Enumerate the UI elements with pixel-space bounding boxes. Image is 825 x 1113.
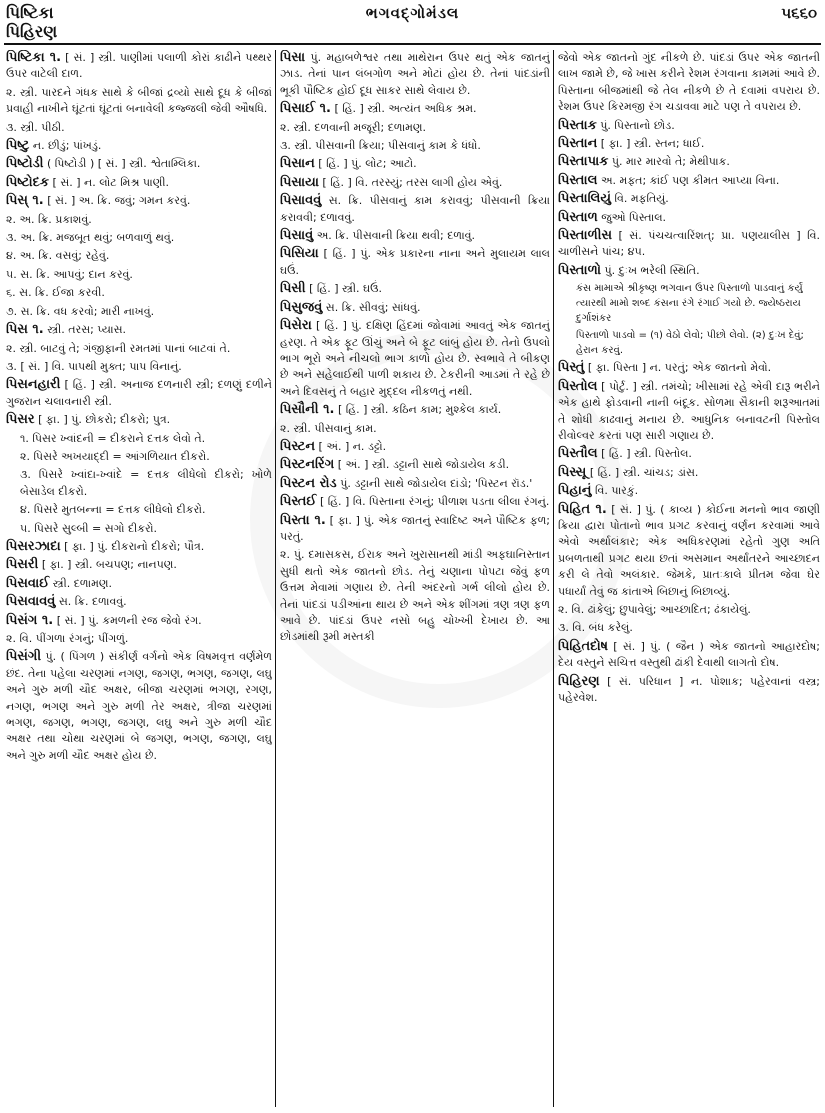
entry-definition: ૫. સ. ક્રિ. આપવું; દાન કરવું. [6,267,133,281]
dictionary-entry [558,191,820,207]
entry-headword: પિસ્તાળીસ [558,228,613,244]
dictionary-entry [6,304,272,320]
dictionary-entry [280,439,550,455]
entry-definition: [ ફા. પિસ્તા ] ન. પરતું; એક જાતનો મેવો. [584,361,772,375]
dictionary-entry [280,246,550,279]
entry-headword: પિસર [6,412,35,428]
entry-headword: પિસ્ ૧. [6,193,44,209]
dictionary-entry [6,156,272,172]
entry-definition: ૩. વિ. બંધ કરેલું. [558,621,633,635]
entry-definition: [ ફા. ] સ્ત્રી. બચપણ; નાનપણ. [38,558,177,572]
entry-definition: [ સં. ] ન. લોટ મિશ્ર પાણી. [49,175,169,189]
entry-definition: ૨. પું. દમાસકસ, ઈરાક અને ખુરાસાનથી માંડી અફઘાનિસ્તાન સુધી થતો એક જાતનો છોડ. તેનું ચણાના પોપટા જેવું ફળ ઉત્તમ મેવામાં ગણાય છે. તેની અંદરનો ગર્ભ લીલો હોય છે. તેનાં પાંદડાં પડીઆંના થાય છે અને એક શીંગમાં ત્રણ ત્રણ ફળ આવે છે. પાંદડાં ઉપર નસો બહુ ચોખ્ખી દેખાય છે. આ છોડમાંથી રૂમી મસ્તકી [280,548,550,644]
dictionary-entry [280,281,550,297]
entry-headword: પિસવાવવું [6,594,56,610]
entry-definition: [ સં. ] અ. ક્રિ. જવું; ગમન કરવું. [43,194,191,208]
entry-definition: ૪. પિસરે મુતબન્ના = દત્તક લીધેલો દીકરો. [20,503,206,517]
entry-definition: [ સં. ] સ્ત્રી. પાણીમાં પલાળી કોરાં કાઢીને પથ્થર ઉપર વાટેલી દાળ. [6,51,272,81]
entry-definition: પું. પિસ્તાનો છોડ. [596,118,675,132]
entry-definition: જુઓ પિસ્તાલ. [597,210,667,224]
entry-headword: પિષ્ટોડી [6,156,44,172]
dictionary-entry [280,101,550,117]
entry-definition: [ હિં. ] પું. દક્ષિણ હિંદમાં જોવામાં આવતું એક જાતનું હરણ. તે એક ફૂટ ઊંચું અને બે ફૂટ લાંબું હોય છે. તેનો ઉપલો ભાગ ભૂરો અને નીચલો ભાગ કાળો હોય છે. સ્વભાવે તે બીકણ છે અને સહેલાઈથી પાળી શકાય છે. ટેકરીની આડમાં તે રહે છે અને દિવસનું તે બહાર મુદ્દલ નીકળતું નથી. [280,319,550,398]
entry-headword: પિસૌની ૧. [280,402,335,418]
entry-definition: [ અં. ] ન. ડટ્ટો. [315,439,387,453]
entry-headword: પિસ્ટનરિંગ [280,457,335,473]
dictionary-entry [6,175,272,191]
left-guide-word-2: પિહિરણ [6,22,58,41]
dictionary-entry [6,412,272,428]
entry-definition: સ્ત્રી. તરસ; પ્યાસ. [43,323,127,337]
column-3 [558,50,820,1109]
entry-definition: [ સં. ] પું. ( કાવ્ય ) કોઈના મનનો ભાવ જાણી ક્રિયા દ્વારા પોતાનો ભાવ પ્રગટ કરવાનું વર્ણન કરવામાં આવે એવો અર્થાલંકાર; એક અધિકરણમાં રહેતો ગુણ અતિ પ્રબળતાથી પ્રગટ થયા છતાં અસમાન અર્થાંતરને આચ્છાદન કરી લે તેવો અલંકાર. જેમકે, પ્રાતઃકાલે પ્રીતમ જેવા ઘેર પધાર્યાં તેવું જ કાંતાએ બિછાનું બિછાવ્યું. [558,502,820,598]
entry-definition: [ હિં. ] વિ. પિસ્તાના રંગનું; પીળાશ પડતા લીલા રંગનું. [316,495,550,509]
entry-definition: ૬. સ. ક્રિ. ઈજા કરવી. [6,286,105,300]
dictionary-entry [558,502,820,600]
dictionary-entry [280,476,550,492]
entry-definition: સ. ક્રિ. પીસવાનું કામ કરાવવું; પીસવાની ક્રિયા કરાવવી; દળાવવું. [280,194,550,224]
entry-definition: સ. ક્રિ. દળાવવું. [55,595,127,609]
entry-definition: [ ફા. ] પું. દીકરાનો દીકરો; પૌત્ર. [60,539,205,553]
entry-definition: ૨. વિ. પીંગળા રંગનું; પીંગળું. [6,632,129,645]
dictionary-entry [558,602,820,618]
entry-definition: [ હિં. ] પું. એક પ્રકારના નાના અને મુલાયમ લાલ ઘઉં. [280,247,550,277]
dictionary-entry [6,359,272,375]
dictionary-entry [558,620,820,636]
entry-definition: પું. ( પિંગળ ) સંકીર્ણ વર્ગનો એક વિષમવૃત્ત વર્ણમેળ છંદ. તેના પહેલા ચરણમાં નગણ, જગણ, ભગણ, જગણ, લઘુ અને ગુરુ મળી ચૌદ અક્ષર, બીજા ચરણમાં ભગણ, રગણ, નગણ, ભગણ અને ગુરુ મળી તેર અક્ષર, ત્રીજા ચરણમાં ભગણ, જગણ, ભગણ, જગણ, લઘુ અને ગુરુ મળી ચૌદ અક્ષર તથા ચોથા ચરણમાં બે જગણ, ભગણ, જગણ, લઘુ અને ગુરુ મળી ચૌદ અક્ષર હોય છે. [6,650,272,762]
dictionary-entry [558,639,820,672]
dictionary-entry [6,267,272,283]
dictionary-entry [6,649,272,764]
entry-definition: ૨. સ્ત્રી. પારદને ગંધક સાથે કે બીજાં દ્રવ્યો સાથે દૂધ કે બીજાં પ્રવાહી નાખીને ઘૂંટતાં ઘૂંટતાં બનાવેલી કજ્જલી જેવી ઔષધિ. [6,85,272,116]
entry-headword: પિસાવું [280,228,314,244]
entry-definition: [ હિં. ] સ્ત્રી. પિસ્તોલ. [597,447,692,461]
dictionary-entry [280,402,550,418]
entry-definition: ૨. પિસરે અખયાદ્દી = આંગળિયાત દીકરો. [20,449,210,463]
entry-headword: પિસ્તૌલ [558,446,598,462]
entry-definition: [ હિં. ] વિ. તરસ્યું; તરસ લાગી હોય એવું. [318,175,503,189]
entry-definition: અ. ક્રિ. પીસવાની ક્રિયા થવી; દળાવું. [313,229,475,243]
entry-headword: પિસંગી [6,649,42,665]
dictionary-entry [6,594,272,610]
entry-headword: પિસ્ટન રોડ [280,475,337,491]
dictionary-entry [280,156,550,172]
entry-headword: પિસ્તઈ [280,494,317,510]
dictionary-entry [558,173,820,189]
entry-headword: પિસુજવું [280,299,323,315]
dictionary-entry [280,457,550,473]
dictionary-entry [6,502,272,518]
dictionary-entry [6,576,272,592]
entry-headword: પિષ્ટોદક [6,174,50,190]
entry-headword: પિહિતદોષ [558,638,608,654]
entry-headword: પિસ્તા ૧. [280,512,326,528]
entry-definition: [ સં. ] પું. ( જૈન ) એક જાતનો આહારદોષ; દેય વસ્તુને સચિત્ત વસ્તુથી ઢાંકી દેવાથી લાગતો દોષ. [558,639,820,670]
entry-definition: અ. મફત; કાંઈ પણ કીમત આપ્યા વિના. [597,173,780,187]
entry-definition: ૨. અ. ક્રિ. પ્રકાશવું. [6,212,92,226]
dictionary-entry [558,483,820,499]
entry-definition: પું. દુઃખ ભરેલી સ્થિતિ. [601,263,700,277]
dictionary-entry [6,539,272,555]
entry-definition: પિસ્તાળો પાડવો = (૧) વેઠો લેવો; પીછો લેવો. (૨) દુઃખ દેવું; હેરાન કરવું. [576,330,804,357]
entry-headword: પિસ્તાપાક [558,154,609,170]
dictionary-entry [558,328,820,358]
dictionary-entry [280,120,550,136]
entry-headword: પિસ્તોલ [558,378,598,394]
dictionary-entry [6,285,272,301]
entry-headword: પિસા [280,50,306,65]
left-guide-word: પિષ્ટિકા [6,3,54,22]
entry-definition: [ હિં. ] સ્ત્રી. અત્યંત અધિક શ્રમ. [330,102,477,116]
dictionary-entry [6,341,272,357]
entry-definition: ૪. અ. ક્રિ. વસવું; રહેવું. [6,249,110,263]
dictionary-entry [558,379,820,445]
entry-headword: પિષ્ટિકા ૧. [6,50,62,65]
dictionary-entry [280,50,550,99]
dictionary-entry [6,120,272,136]
dictionary-entry [280,138,550,154]
dictionary-entry [6,138,272,154]
entry-headword: પિસંગ ૧. [6,612,54,628]
entry-headword: પિસ ૧. [6,322,44,338]
dictionary-entry [6,377,272,410]
dictionary-entry [6,631,272,647]
entry-headword: પિસનહારી [6,377,61,393]
entry-definition: પું. ડટ્ટાની સાથે જોડાયેલ દાંડો; 'પિસ્ટન રૉડ.' [336,476,533,490]
entry-definition: સ. ક્રિ. સીવવું; સાંધવું. [322,300,421,314]
dictionary-entry [6,85,272,118]
column-divider [275,50,276,1107]
entry-definition: ( પિષ્ટોડી ) [ સં. ] સ્ત્રી. શ્વેતામ્લિકા. [43,157,201,171]
entry-definition: ૩. અ. ક્રિ. મજબૂત થવું; બળવાળું થવું. [6,231,175,245]
entry-definition: ૨. સ્ત્રી. દળવાની મજૂરી; દળામણ. [280,120,427,134]
dictionary-entry [6,322,272,338]
page-number: ૫૬૬૦ [781,4,817,22]
entry-headword: પિસી [280,281,306,297]
entry-headword: પિસિયા [280,246,319,262]
dictionary-entry [280,228,550,244]
entry-definition: ૭. સ. ક્રિ. વધ કરવો; મારી નાખવું. [6,304,155,318]
entry-definition: [ સં. પંચચત્વારિંશત્; પ્રા. પણયાલીસ ] વિ. ચાળીસને પાંચ; ૪૫. [558,229,820,259]
dictionary-entry [558,210,820,226]
dictionary-entry [558,263,820,279]
entry-definition: સ્ત્રી. દળામણ. [49,576,112,590]
entry-headword: પિષ્ટુ [6,138,30,154]
entry-headword: પિસરઝાદા [6,538,61,554]
dictionary-entry [280,513,550,546]
entry-definition: [ સં. ] પું. કમળની રજ જેવો રંગ. [53,613,202,627]
dictionary-entry [6,212,272,228]
entry-definition: [ હિં. ] પું. લોટ; આટો. [314,157,417,171]
entry-definition: વિ. મફતિયું. [611,192,669,206]
entry-headword: પિહિરણ [558,673,600,689]
entry-headword: પિસ્સૂ [558,464,587,480]
dictionary-entry [6,431,272,447]
entry-headword: પિસ્તાલિયું [558,191,612,207]
entry-headword: પિસાયા [280,174,319,190]
dictionary-entry [558,136,820,152]
page-header [0,0,825,44]
column-2 [280,50,550,1109]
dictionary-entry [6,230,272,246]
dictionary-entry [558,154,820,170]
entry-headword: પિસરી [6,557,39,573]
column-divider [553,50,554,1107]
entry-headword: પિસ્તાક [558,117,597,133]
dictionary-entry [280,175,550,191]
entry-headword: પિહિત ૧. [558,501,607,517]
dictionary-entry [280,494,550,510]
entry-definition: ૩. પિસરે ખ્વાંદા-ખ્વાંદે = દત્તક લીધેલો દીકરો; ખોળે બેસાડેલ દીકરો. [20,468,272,498]
dictionary-entry [6,50,272,83]
entry-definition: ૩. સ્ત્રી. પીઠી. [6,120,65,134]
entry-definition: ૩. [ સં. ] વિ. પાપથી મુક્ત; પાપ વિનાનું. [6,359,182,373]
dictionary-entry [6,613,272,629]
dictionary-entry [558,118,820,134]
entry-definition: [ હિં. ] સ્ત્રી. ઘઉં. [305,282,382,296]
dictionary-entry [280,300,550,316]
entry-definition: [ હિં. ] સ્ત્રી. ચાંચડ; ડાંસ. [586,465,699,479]
dictionary-entry [6,521,272,537]
entry-headword: પિસ્તાળ [558,209,598,225]
entry-headword: પિસાવવું [280,193,322,209]
header-rule [4,43,821,45]
entry-headword: પિસ્તાન [558,136,598,152]
dictionary-entry [558,228,820,261]
entry-headword: પિસ્તાલ [558,172,598,188]
dictionary-entry [558,281,820,326]
entry-definition: પું. માર મારવો તે; મેથીપાક. [608,155,730,169]
entry-definition: [ ફા. ] પું. એક જાતનું સ્વાદિષ્ટ અને પૌષ્ટિક ફળ; પરતું. [280,513,550,543]
dictionary-entry [6,248,272,264]
entry-headword: પિહાનું [558,483,592,499]
entry-definition: કંસ મામાએ શ્રીકૃષ્ણ ભગવાન ઉપર પિસ્તાળો પાડવાનું કર્યું ત્યારથી મામો શબ્દ કંસના રંગે રંગાઈ ગયો છે. જ્યેષ્ઠરાય દુર્ગાશંકર [576,283,803,325]
entry-definition: જેવો એક જાતનો ગુંદ નીકળે છે. પાંદડાં ઉપર એક જાતની લાખ જામે છે, જે ખાસ કરીને રેશમ રંગવાના કામમાં આવે છે. પિસ્તાના બીજમાંથી જે તેલ નીકળે છે તે દવામાં વપરાય છે. રેશમ ઉપર કિરમજી રંગ ચડાવવા માટે પણ તે વપરાય છે. [558,51,820,114]
dictionary-entry [6,193,272,209]
entry-definition: ૧. પિસર ખ્વાંદની = દીકરાને દત્તક લેવો તે. [20,431,206,445]
entry-definition: [ સં. પરિધાન ] ન. પોશાક; પહેરવાનાં વસ્ત્ર; પહેરવેશ. [558,674,820,704]
dictionary-entry [558,360,820,376]
entry-definition: ૨. સ્ત્રી. પીસવાનું કામ. [280,421,377,435]
dictionary-entry [558,50,820,116]
entry-definition: [ અં. ] સ્ત્રી. ડટ્ટાની સાથે જોડાયેલ કડી. [334,458,510,472]
entry-definition: પું. મહાબળેશ્વર તથા માથેરાન ઉપર થતું એક જાતનું ઝાડ. તેનાં પાન લંબગોળ અને મોટાં હોય છે. તેનાં પાંદડાંની ભૂકી પૌષ્ટિક હોઈ દૂધ સાકર સાથે લેવાય છે. [280,51,550,97]
dictionary-entry [280,193,550,226]
dictionary-entry [6,467,272,500]
dictionary-entry [6,557,272,573]
entry-definition: [ હિં. ] સ્ત્રી. કઠિન કામ; મુશ્કેલ કાર્ય. [334,403,502,417]
entry-definition: [ ફા. ] પું. છોકરો; દીકરો; પુત્ર. [34,413,171,427]
dictionary-entry [558,674,820,707]
dictionary-entry [280,547,550,645]
entry-headword: પિસાઈ ૧. [280,101,331,117]
entry-definition: [ ફા. ] સ્ત્રી. સ્તન; ધાઈ. [597,137,705,151]
entry-definition: [ પોર્ટુ. ] સ્ત્રી. તમંચો; ખીસામાં રહે એવી દારૂ ભરીને એક હાથે ફોડવાની નાની બંદૂક. સોળમા સૈકાની શરૂઆતમાં તે શોધી કાઢવાનું મનાય છે. આધુનિક બનાવટની પિસ્તોલ રીવોલ્વર કરતાં પણ સારી ગણાય છે. [558,379,820,442]
column-1 [6,50,272,1109]
entry-headword: પિસ્તાળો [558,262,602,278]
entry-definition: વિ. પારકું. [591,484,639,498]
entry-headword: પિસ્ટન [280,438,316,454]
entry-definition: ન. છીડું; પાંખડું. [29,139,102,153]
entry-headword: પિસવાઈ [6,575,50,591]
dictionary-entry [280,318,550,400]
entry-headword: પિસ્તું [558,360,585,376]
entry-definition: [ હિં. ] સ્ત્રી. અનાજ દળનારી સ્ત્રી; દળણું દળીને ગુજરાન ચલાવનારી સ્ત્રી. [6,378,272,408]
entry-definition: ૩. સ્ત્રી. પીસવાની ક્રિયા; પીસવાનું કામ કે ધંધો. [280,139,481,153]
dictionary-entry [280,421,550,437]
page-title: ભગવદ્ગોમંડલ [365,4,460,22]
entry-definition: ૨. વિ. ઢાંકેલું; છુપાવેલું; આચ્છાદિત; ઢંકાયેલું. [558,602,751,616]
entry-definition: ૨. સ્ત્રી. બાટવું તે; ગંજીફાની રમતમાં પાનાં બાટવાં તે. [6,341,231,355]
dictionary-entry [6,449,272,465]
entry-headword: પિસેરા [280,318,312,334]
entry-definition: ૫. પિસરે સુલ્બી = સગો દીકરો. [20,521,157,535]
dictionary-entry [558,465,820,481]
entry-headword: પિસાન [280,156,315,172]
dictionary-entry [558,446,820,462]
